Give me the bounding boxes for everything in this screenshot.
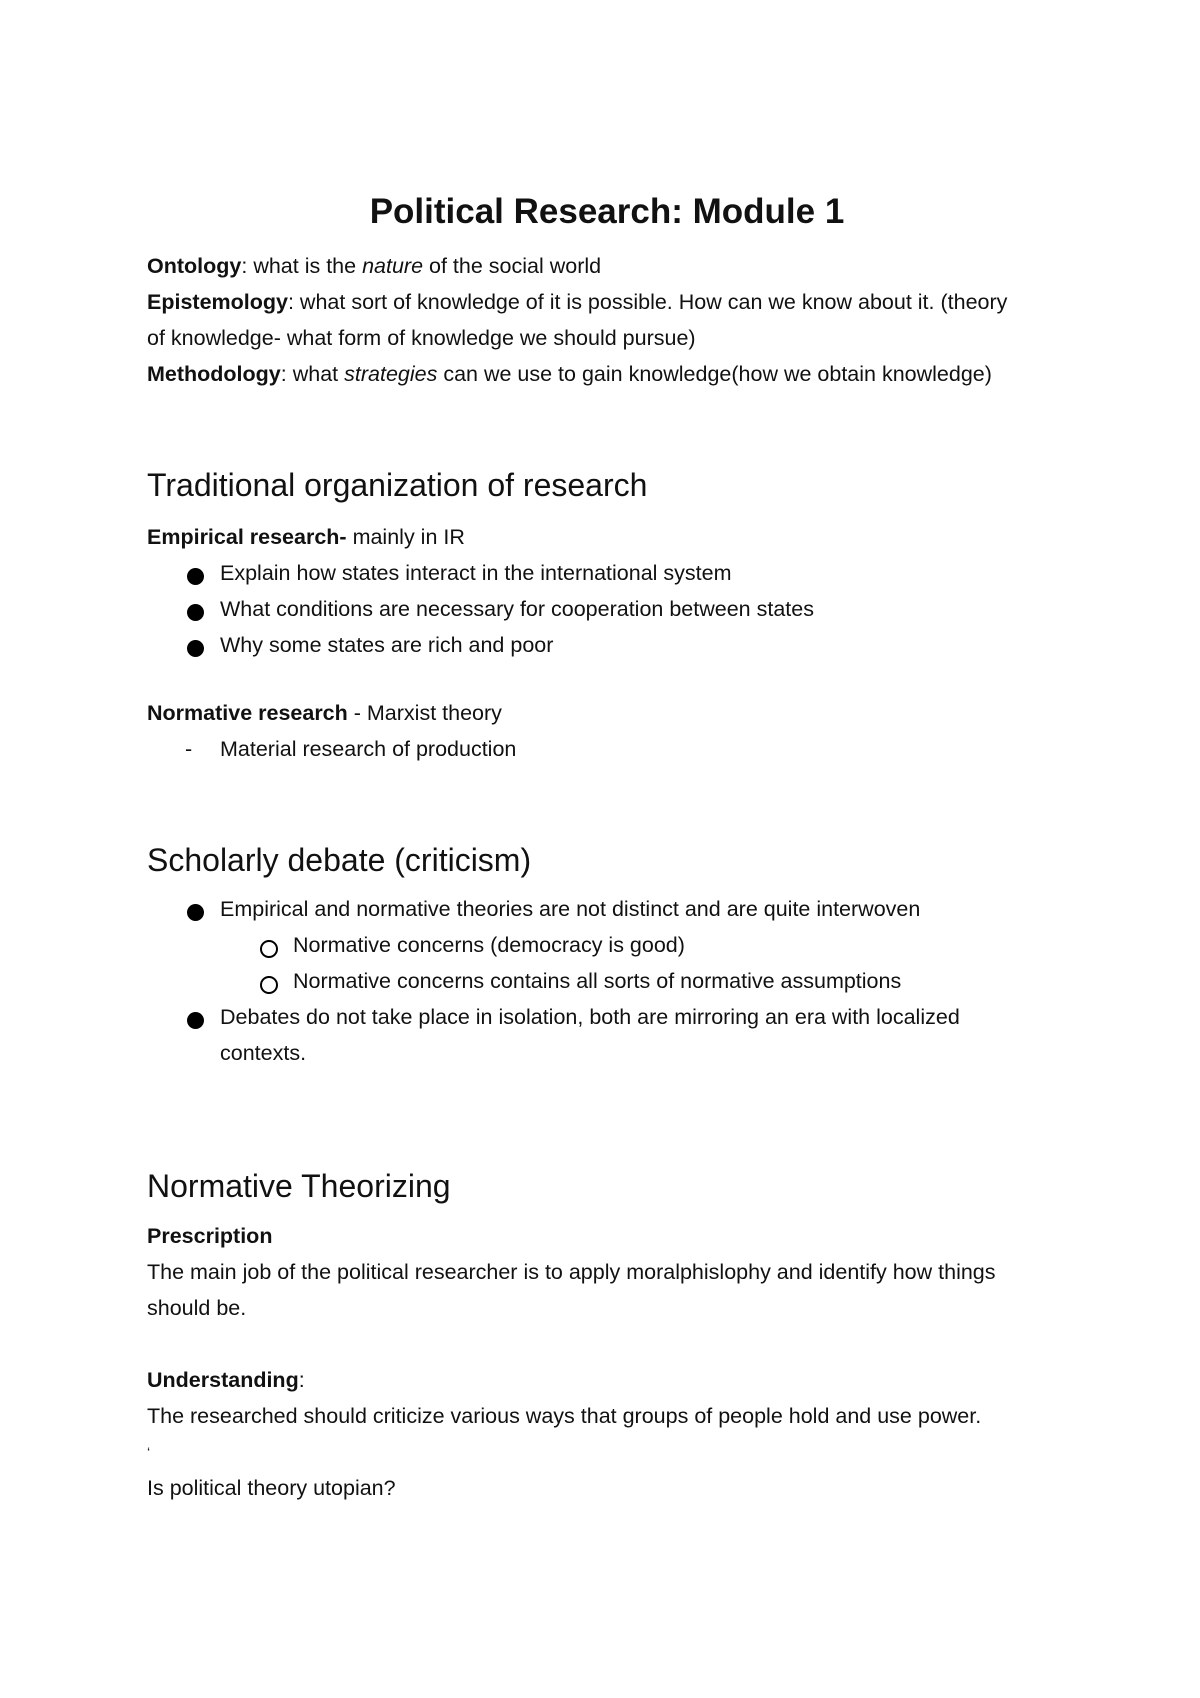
empirical-research-block	[147, 519, 1067, 663]
stray-mark: ‘	[147, 1444, 151, 1460]
page-title: Political Research: Module 1	[369, 192, 845, 231]
hollow-bullet-icon	[260, 976, 278, 994]
sub-list-item: Normative concerns contains all sorts of normative assumptions	[147, 963, 1067, 999]
term-epistemology: Epistemology	[147, 290, 288, 314]
prescription-text-line1: The main job of the political researcher is to apply moralphislophy and identify how things	[147, 1260, 996, 1284]
empirical-list	[147, 555, 1067, 663]
definitions-block	[147, 248, 1067, 392]
heading-traditional-organization: Traditional organization of research	[147, 467, 648, 503]
term-ontology: Ontology	[147, 254, 242, 278]
understanding-label: Understanding:	[147, 1368, 305, 1392]
term-methodology: Methodology	[147, 362, 281, 386]
bullet-icon	[187, 904, 204, 921]
blank-line	[147, 1326, 1067, 1362]
list-item: - Material research of production	[147, 731, 1067, 767]
list-item: What conditions are necessary for cooperation between states	[147, 591, 1067, 627]
heading-normative-theorizing: Normative Theorizing	[147, 1168, 451, 1204]
understanding-text: The researched should criticize various ways that groups of people hold and use power.	[147, 1404, 982, 1428]
scholarly-debate-list	[147, 891, 1067, 1071]
bullet-icon	[187, 604, 204, 621]
definition-epistemology: Epistemology: what sort of knowledge of it is possible. How can we know about it. (theory	[147, 290, 1008, 314]
heading-scholarly-debate: Scholarly debate (criticism)	[147, 842, 532, 878]
normative-list	[147, 731, 1067, 767]
normative-research-block	[147, 695, 1067, 767]
bullet-icon	[187, 1012, 204, 1029]
question-text: Is political theory utopian?	[147, 1476, 396, 1500]
dash-bullet-icon: -	[185, 737, 193, 761]
bullet-icon	[187, 568, 204, 585]
definition-methodology: Methodology: what strategies can we use to gain knowledge(how we obtain knowledge)	[147, 362, 992, 386]
hollow-bullet-icon	[260, 940, 278, 958]
definition-ontology: Ontology: what is the nature of the social world	[147, 254, 602, 278]
prescription-text-line2: should be.	[147, 1296, 247, 1320]
list-item-continuation: contexts.	[220, 1041, 307, 1065]
list-item: Why some states are rich and poor	[147, 627, 1067, 663]
definition-epistemology-cont: of knowledge- what form of knowledge we should pursue)	[147, 326, 696, 350]
list-item: Empirical and normative theories are not distinct and are quite interwoven	[147, 891, 1067, 927]
prescription-label: Prescription	[147, 1224, 273, 1248]
normative-theorizing-block	[147, 1218, 1067, 1506]
list-item: Explain how states interact in the international system	[147, 555, 1067, 591]
bullet-icon	[187, 640, 204, 657]
sub-list-item: Normative concerns (democracy is good)	[147, 927, 1067, 963]
list-item: Debates do not take place in isolation, both are mirroring an era with localized	[147, 999, 1067, 1035]
normative-research-label: Normative research - Marxist theory	[147, 701, 502, 725]
empirical-research-label: Empirical research- mainly in IR	[147, 525, 465, 549]
